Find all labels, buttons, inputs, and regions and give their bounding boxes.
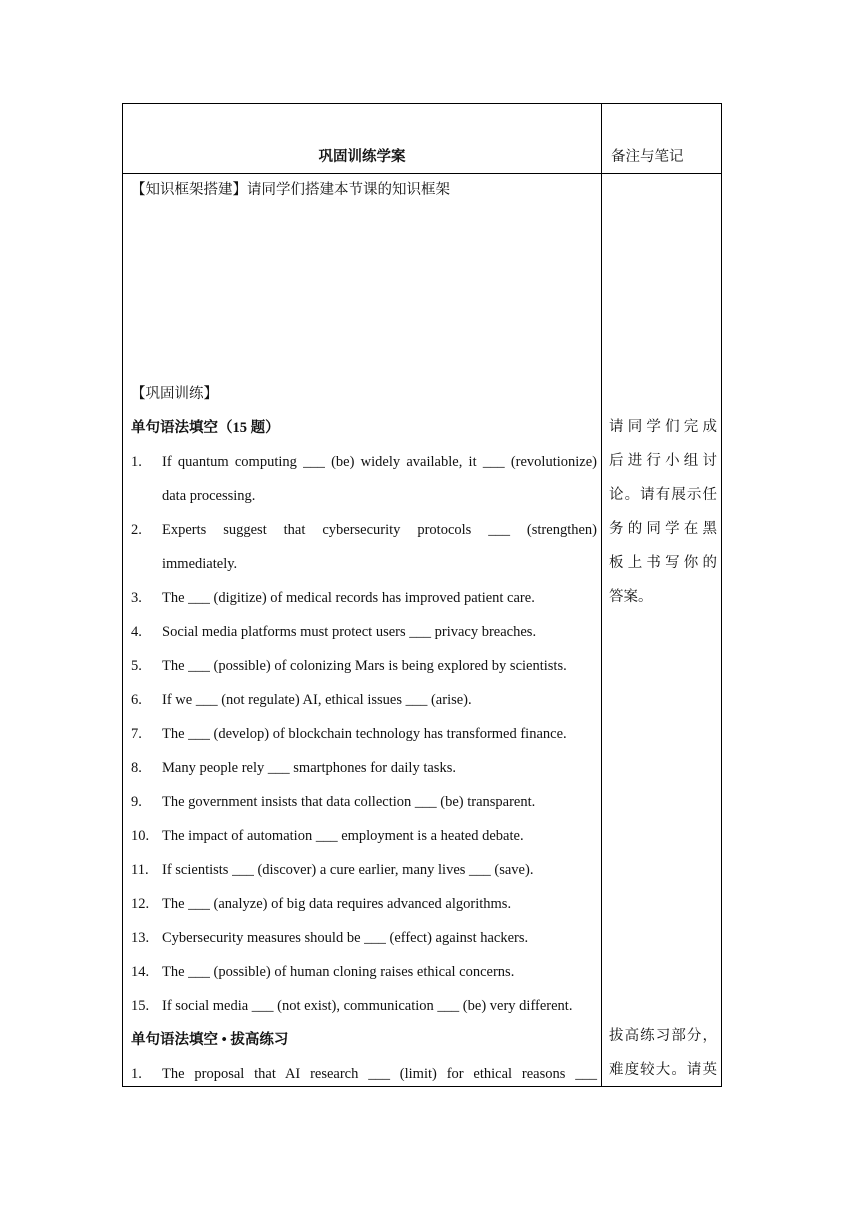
main-column (131, 180, 597, 1098)
question-number: 4. (131, 624, 142, 640)
question-item (131, 860, 597, 894)
notes-block-1 (609, 417, 717, 621)
question-number: 5. (131, 658, 142, 674)
question-text: Social media platforms must protect users ___ privacy breaches. (162, 624, 537, 640)
question-text: Experts suggest that cybersecurity protocols ___ (strengthen) (162, 522, 597, 538)
note-line: 务的同学在黑 (609, 521, 717, 537)
question-number: 7. (131, 726, 142, 742)
question-item (131, 622, 597, 656)
knowledge-framework-label: 【知识框架搭建】请同学们搭建本节课的知识框架 (131, 182, 450, 198)
question-text: The impact of automation ___ employment is a heated debate. (162, 828, 524, 844)
note-line: 板上书写你的 (609, 555, 717, 571)
question-item (131, 452, 597, 486)
question-number: 8. (131, 760, 142, 776)
note-line: 请同学们完成 (609, 419, 717, 435)
question-text: The ___ (digitize) of medical records has improved patient care. (162, 590, 535, 606)
note-line: 难度较大。请英 (609, 1062, 717, 1078)
question-item (131, 792, 597, 826)
part1-title: 单句语法填空（15 题） (131, 420, 280, 436)
note-line: 拔高练习部分， (609, 1028, 717, 1044)
notes-column-title: 备注与笔记 (611, 149, 684, 165)
question-item (131, 656, 597, 690)
question-text: Cybersecurity measures should be ___ (effect) against hackers. (162, 930, 529, 946)
question-number: 1. (131, 1066, 142, 1082)
question-item (131, 928, 597, 962)
question-text: The government insists that data collection ___ (be) transparent. (162, 794, 536, 810)
question-text: If we ___ (not regulate) AI, ethical issues ___ (arise). (162, 692, 472, 708)
note-line: 论。请有展示任 (609, 487, 717, 503)
question-text: If scientists ___ (discover) a cure earlier, many lives ___ (save). (162, 862, 534, 878)
header-divider (123, 173, 721, 174)
question-item (131, 588, 597, 622)
question-text: The ___ (possible) of human cloning raises ethical concerns. (162, 964, 515, 980)
column-divider (601, 104, 602, 1086)
question-item (131, 962, 597, 996)
notes-block-2 (609, 1026, 717, 1094)
question-number: 6. (131, 692, 142, 708)
note-line: 后进行小组讨 (609, 453, 717, 469)
study-table (122, 103, 722, 1087)
question-item (131, 826, 597, 860)
question-text: data processing. (162, 488, 256, 504)
question-item (131, 758, 597, 792)
question-item (131, 724, 597, 758)
table-title: 巩固训练学案 (318, 149, 406, 165)
question-item (131, 520, 597, 554)
question-number: 14. (131, 964, 150, 980)
question-text: If social media ___ (not exist), communication ___ (be) very different. (162, 998, 573, 1014)
question-number: 3. (131, 590, 142, 606)
question-item (131, 690, 597, 724)
question-item (131, 1064, 597, 1098)
question-text: If quantum computing ___ (be) widely available, it ___ (revolutionize) (162, 454, 597, 470)
question-text: immediately. (162, 556, 238, 572)
question-number: 10. (131, 828, 150, 844)
question-number: 12. (131, 896, 150, 912)
question-continuation (131, 554, 597, 588)
consolidation-label: 【巩固训练】 (131, 386, 218, 402)
question-text: The ___ (develop) of blockchain technology has transformed finance. (162, 726, 567, 742)
question-text: The ___ (analyze) of big data requires advanced algorithms. (162, 896, 512, 912)
question-number: 15. (131, 998, 150, 1014)
question-number: 2. (131, 522, 142, 538)
framework-blank-area (131, 214, 597, 384)
question-item (131, 996, 597, 1030)
question-number: 13. (131, 930, 150, 946)
question-number: 1. (131, 454, 142, 470)
note-line: 答案。 (609, 589, 653, 605)
question-item (131, 894, 597, 928)
question-number: 11. (131, 862, 149, 878)
question-text: The proposal that AI research ___ (limit) for ethical reasons ___ (162, 1066, 597, 1082)
question-text: Many people rely ___ smartphones for daily tasks. (162, 760, 456, 776)
question-number: 9. (131, 794, 142, 810)
question-continuation (131, 486, 597, 520)
question-text: The ___ (possible) of colonizing Mars is being explored by scientists. (162, 658, 567, 674)
part2-title: 单句语法填空 • 拔高练习 (131, 1032, 289, 1048)
